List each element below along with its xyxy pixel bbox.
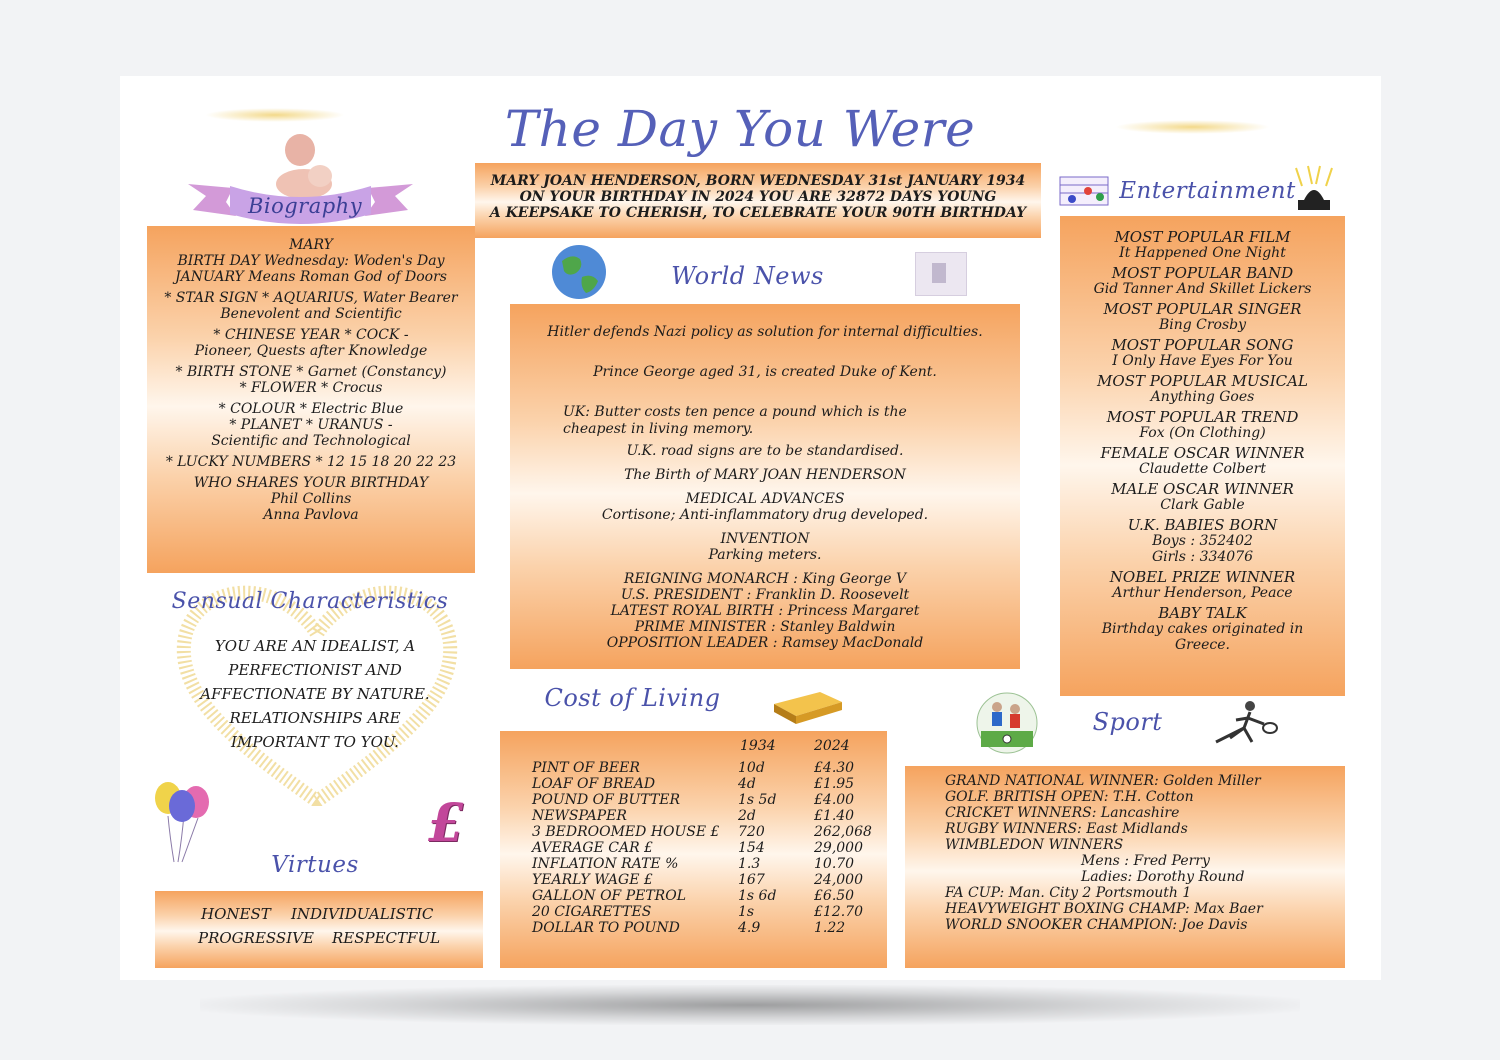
biography-line: * STAR SIGN * AQUARIUS, Water Bearer	[164, 290, 458, 306]
column-header-1934: 1934	[740, 738, 776, 754]
cost-item: NEWSPAPER	[532, 808, 627, 824]
cost-row	[500, 808, 887, 824]
entertainment-value: Boys : 352402	[1152, 533, 1253, 549]
entertainment-value: Arthur Henderson, Peace	[1112, 585, 1293, 601]
theatre-icon	[1288, 164, 1340, 214]
header-line: A KEEPSAKE TO CHERISH, TO CELEBRATE YOUR 90TH BIRTHDAY	[489, 205, 1027, 221]
sport-line: WIMBLEDON WINNERS	[945, 837, 1124, 853]
biography-line: * CHINESE YEAR * COCK -	[213, 327, 409, 343]
biography-line: JANUARY Means Roman God of Doors	[175, 269, 447, 285]
medical-text: Cortisone; Anti-inflammatory drug developed.	[601, 507, 929, 523]
cost-item: GALLON OF PETROL	[532, 888, 686, 904]
cost-item: 3 BEDROOMED HOUSE £	[532, 824, 720, 840]
entertainment-label: MALE OSCAR WINNER	[1111, 480, 1294, 498]
biography-line: WHO SHARES YOUR BIRTHDAY	[193, 475, 429, 491]
entertainment-label: BABY TALK	[1158, 604, 1247, 622]
virtue-item: RESPECTFUL	[332, 929, 441, 947]
cost-row	[500, 840, 887, 856]
cost-of-living-heading: Cost of Living	[544, 684, 721, 712]
entertainment-label: MOST POPULAR TREND	[1106, 408, 1299, 426]
tennis-player-icon	[1208, 698, 1282, 758]
header-banner	[475, 163, 1041, 238]
cost-value-2024: 10.70	[814, 856, 855, 872]
cost-row	[500, 792, 887, 808]
cost-value-2024: 1.22	[814, 920, 846, 936]
cost-of-living-panel	[500, 731, 887, 968]
sport-line: HEAVYWEIGHT BOXING CHAMP: Max Baer	[945, 901, 1263, 917]
virtue-item: INDIVIDUALISTIC	[291, 905, 434, 923]
entertainment-value: Girls : 334076	[1151, 549, 1254, 565]
cost-value-2024: £4.00	[814, 792, 855, 808]
entertainment-label: MOST POPULAR MUSICAL	[1097, 372, 1308, 390]
entertainment-value: I Only Have Eyes For You	[1112, 353, 1293, 369]
header-line: MARY JOAN HENDERSON, BORN WEDNESDAY 31st JANUARY 1934	[490, 173, 1026, 189]
entertainment-entry	[1060, 605, 1345, 653]
biography-line: Benevolent and Scientific	[220, 306, 402, 322]
wimbledon-mens: Mens : Fred Perry	[1081, 853, 1210, 869]
biography-line: BIRTH DAY Wednesday: Woden's Day	[177, 253, 445, 269]
biography-line: MARY	[289, 237, 333, 253]
sensual-line: IMPORTANT TO YOU.	[231, 733, 399, 751]
entertainment-entry	[1060, 517, 1345, 565]
sport-line: RUGBY WINNERS: East Midlands	[945, 821, 1188, 837]
sport-line: GRAND NATIONAL WINNER: Golden Miller	[945, 773, 1261, 789]
entertainment-entry	[1060, 337, 1345, 369]
sport-line: GOLF. BRITISH OPEN: T.H. Cotton	[945, 789, 1194, 805]
sport-heading: Sport	[1092, 708, 1163, 736]
sensual-heading: Sensual Characteristics	[171, 589, 449, 614]
cost-value-2024: 262,068	[814, 824, 872, 840]
cost-row	[500, 856, 887, 872]
entertainment-entry	[1060, 445, 1345, 477]
entertainment-label: MOST POPULAR SONG	[1111, 336, 1294, 354]
cost-value-2024: £1.95	[814, 776, 855, 792]
entertainment-label: NOBEL PRIZE WINNER	[1109, 568, 1296, 586]
sport-line: WORLD SNOOKER CHAMPION: Joe Davis	[945, 917, 1248, 933]
gold-bar-image	[770, 684, 846, 726]
entertainment-value: Greece.	[1174, 637, 1231, 653]
news-item: U.K. road signs are to be standardised.	[626, 443, 904, 459]
cost-row	[500, 776, 887, 792]
entertainment-value: It Happened One Night	[1119, 245, 1286, 261]
sport-panel	[905, 766, 1345, 968]
cost-row	[500, 760, 887, 776]
cost-item: AVERAGE CAR £	[532, 840, 653, 856]
biography-panel	[147, 226, 475, 573]
cost-row	[500, 824, 887, 840]
cost-row	[500, 920, 887, 936]
cost-row	[500, 872, 887, 888]
virtue-item: HONEST	[201, 905, 271, 923]
entertainment-entry	[1060, 373, 1345, 405]
entertainment-panel	[1060, 216, 1345, 696]
cost-value-1934: 2d	[738, 808, 756, 824]
biography-line: * BIRTH STONE * Garnet (Constancy)	[175, 364, 447, 380]
sensual-line: PERFECTIONIST AND	[228, 661, 402, 679]
sensual-line: AFFECTIONATE BY NATURE.	[200, 685, 430, 703]
biography-line: Phil Collins	[270, 491, 352, 507]
sensual-line: YOU ARE AN IDEALIST, A	[214, 637, 416, 655]
entertainment-value: Gid Tanner And Skillet Lickers	[1093, 281, 1312, 297]
leader-line: PRIME MINISTER : Stanley Baldwin	[634, 619, 896, 635]
leader-line: REIGNING MONARCH : King George V	[623, 571, 907, 587]
cost-value-1934: 10d	[738, 760, 765, 776]
virtues-heading: Virtues	[271, 852, 359, 878]
entertainment-value: Anything Goes	[1150, 389, 1255, 405]
world-news-heading: World News	[671, 262, 824, 290]
cost-value-1934: 4.9	[738, 920, 761, 936]
cost-item: POUND OF BUTTER	[532, 792, 681, 808]
cost-value-1934: 1.3	[738, 856, 761, 872]
football-players-icon	[975, 691, 1039, 755]
cost-item: INFLATION RATE %	[532, 856, 679, 872]
entertainment-label: MOST POPULAR SINGER	[1103, 300, 1302, 318]
virtue-item: PROGRESSIVE	[198, 929, 314, 947]
medical-heading: MEDICAL ADVANCES	[685, 491, 845, 507]
header-line: ON YOUR BIRTHDAY IN 2024 YOU ARE 32872 DAYS YOUNG	[519, 189, 997, 205]
sensual-text	[180, 634, 450, 754]
music-notes-icon	[1058, 171, 1110, 213]
cost-value-2024: £12.70	[814, 904, 863, 920]
cost-item: LOAF OF BREAD	[532, 776, 656, 792]
cost-value-1934: 720	[738, 824, 765, 840]
keepsake-card	[120, 76, 1381, 980]
cost-row	[500, 888, 887, 904]
entertainment-heading: Entertainment	[1119, 178, 1296, 204]
entertainment-entry	[1060, 569, 1345, 601]
entertainment-entry	[1060, 301, 1345, 333]
biography-line: * COLOUR * Electric Blue	[218, 401, 404, 417]
column-header-2024: 2024	[814, 738, 850, 754]
card-shadow	[200, 985, 1300, 1025]
invention-heading: INVENTION	[720, 531, 810, 547]
cost-item: YEARLY WAGE £	[532, 872, 653, 888]
pound-sign-image: £	[428, 793, 465, 854]
entertainment-entry	[1060, 409, 1345, 441]
gold-glow-right	[1115, 120, 1270, 134]
leader-line: LATEST ROYAL BIRTH : Princess Margaret	[610, 603, 920, 619]
entertainment-value: Clark Gable	[1160, 497, 1245, 513]
cost-value-1934: 1s 6d	[738, 888, 777, 904]
news-item: UK: Butter costs ten pence a pound which is the cheapest in living memory.	[563, 404, 907, 437]
biography-line: * PLANET * URANUS -	[229, 417, 393, 433]
entertainment-label: MOST POPULAR BAND	[1111, 264, 1294, 282]
news-item: The Birth of MARY JOAN HENDERSON	[624, 467, 906, 483]
leader-line: U.S. PRESIDENT : Franklin D. Roosevelt	[620, 587, 910, 603]
biography-heading: Biography	[247, 194, 363, 218]
cost-value-1934: 1s 5d	[738, 792, 777, 808]
biography-line: * FLOWER * Crocus	[239, 380, 383, 396]
biography-line: Pioneer, Quests after Knowledge	[194, 343, 428, 359]
cost-value-1934: 1s	[738, 904, 755, 920]
entertainment-label: FEMALE OSCAR WINNER	[1100, 444, 1305, 462]
entertainment-entry	[1060, 265, 1345, 297]
biography-line: Scientific and Technological	[211, 433, 411, 449]
entertainment-entry	[1060, 229, 1345, 261]
biography-line: * LUCKY NUMBERS * 12 15 18 20 22 23	[165, 454, 457, 470]
cost-value-2024: £1.40	[814, 808, 855, 824]
cost-value-2024: £6.50	[814, 888, 855, 904]
cost-value-2024: 29,000	[814, 840, 863, 856]
news-item: Prince George aged 31, is created Duke of Kent.	[593, 364, 937, 380]
biography-line: Anna Pavlova	[263, 507, 359, 523]
sport-line: FA CUP: Man. City 2 Portsmouth 1	[945, 885, 1192, 901]
balloons-image	[152, 778, 212, 868]
news-item: Hitler defends Nazi policy as solution for internal difficulties.	[547, 324, 983, 340]
newspaper-icon	[915, 252, 967, 296]
cost-value-1934: 4d	[738, 776, 756, 792]
cost-value-2024: £4.30	[814, 760, 855, 776]
cost-value-1934: 154	[738, 840, 765, 856]
invention-text: Parking meters.	[708, 547, 822, 563]
page-title: The Day You Were	[504, 100, 976, 158]
cost-item: 20 CIGARETTES	[532, 904, 652, 920]
cost-value-1934: 167	[738, 872, 765, 888]
entertainment-label: MOST POPULAR FILM	[1114, 228, 1291, 246]
globe-icon	[550, 243, 608, 301]
sport-line: CRICKET WINNERS: Lancashire	[945, 805, 1180, 821]
entertainment-label: U.K. BABIES BORN	[1127, 516, 1278, 534]
cost-value-2024: 24,000	[814, 872, 863, 888]
entertainment-value: Birthday cakes originated in	[1101, 621, 1304, 637]
cost-item: DOLLAR TO POUND	[532, 920, 680, 936]
leader-line: OPPOSITION LEADER : Ramsey MacDonald	[606, 635, 924, 651]
cost-row	[500, 904, 887, 920]
entertainment-entry	[1060, 481, 1345, 513]
entertainment-value: Bing Crosby	[1158, 317, 1247, 333]
sensual-line: RELATIONSHIPS ARE	[229, 709, 401, 727]
entertainment-value: Fox (On Clothing)	[1139, 425, 1266, 441]
wimbledon-ladies: Ladies: Dorothy Round	[1081, 869, 1245, 885]
entertainment-value: Claudette Colbert	[1139, 461, 1266, 477]
cost-item: PINT OF BEER	[532, 760, 640, 776]
virtues-panel	[155, 891, 483, 968]
world-news-panel	[510, 304, 1020, 669]
gold-glow-left	[205, 108, 345, 122]
